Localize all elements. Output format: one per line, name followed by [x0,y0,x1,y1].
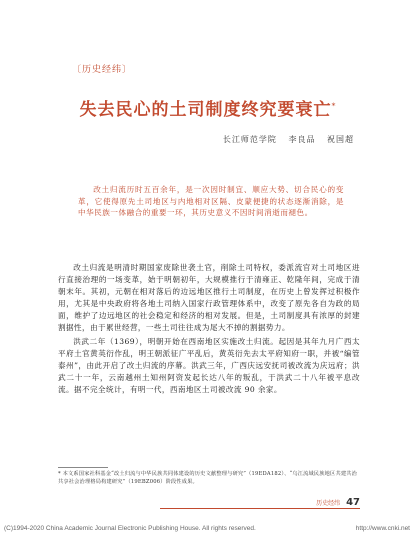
column-tag [72,62,132,75]
body-paragraph-1: 改土归流是明清时期国家废除世袭土官，削除土司特权，委派流官对土司地区进行直接治理的一场变革，始于明朝初年，大规模推行于清雍正、乾隆年间，完成于清朝末年。其初，元朝在相对落后的边远地区推行土司制度，在历史上曾发挥过积极作用，尤其是中央政府将各地土司纳入国家行政管理体系中，改变了原先各自为政的局面，维护了边远地区的社会稳定和经济的相对发展。但是，土司制度具有浓厚的封建割据性，由于累世经营，一些土司往往成为尾大不掉的割据势力。 [58,263,360,332]
article-body [58,262,360,398]
body-paragraph-2: 洪武二年（1369），明朝开始在西南地区实施改土归流。起因是其年九月广西太平府土官黄英衍作乱，明王朝派征广平乱后，黄英衍先去太平府知府一职，并被“编管泰州”，由此开启了改土归流的序幕。洪武三年，广西庆远安抚司被改流为庆远府；洪武二十一年，云南越州土知州阿资发起长达八年的叛乱，于洪武二十八年被平息改流。据不完全统计，有明一代，西南地区土司被改流 90 余家。 [58,337,360,394]
author-line [215,134,354,145]
page-number: 47 [346,497,360,508]
footnote-divider [58,467,108,468]
author-affiliation: 长江师范学院 [222,135,277,144]
column-tag-label: 历史经纬 [82,65,123,75]
author-name-1: 李良品 [288,135,316,144]
tag-bracket-right: 〕 [122,65,133,75]
footnote: * 本文系国家社科基金“改土归流与中华民族共同体建设的历史文献整理与研究”（19EDA182）、“乌江流域民族地区共建共治共享社会治理格局构建研究”（19EBZ006）阶段性成果。 [58,471,357,485]
page-footer [316,497,360,508]
copyright-text: (C)1994-2020 China Academic Journal Electronic Publishing House. All rights reserved. [4,525,256,532]
article-title-text: 失去民心的土司制度终究要衰亡 [79,100,332,120]
abstract: 改土归流历时五百余年，是一次因时制宜、顺应大势、切合民心的变革，它使得原先土司地区与内地相对区隔、皮蒙便捷的状态逐渐消除，是中华民族一体融合的重要一环，其历史意义不因时间消逝而褪色。 [78,185,344,217]
copyright-bar [4,525,410,532]
article-title [0,95,416,120]
footer-divider [160,508,360,509]
footer-label: 历史经纬 [316,500,341,507]
tag-bracket-left: 〔 [72,65,83,75]
title-footnote-mark: * [331,101,337,111]
author-name-2: 祝国超 [327,135,354,144]
source-url[interactable]: http://www.cnki.net [355,525,410,532]
